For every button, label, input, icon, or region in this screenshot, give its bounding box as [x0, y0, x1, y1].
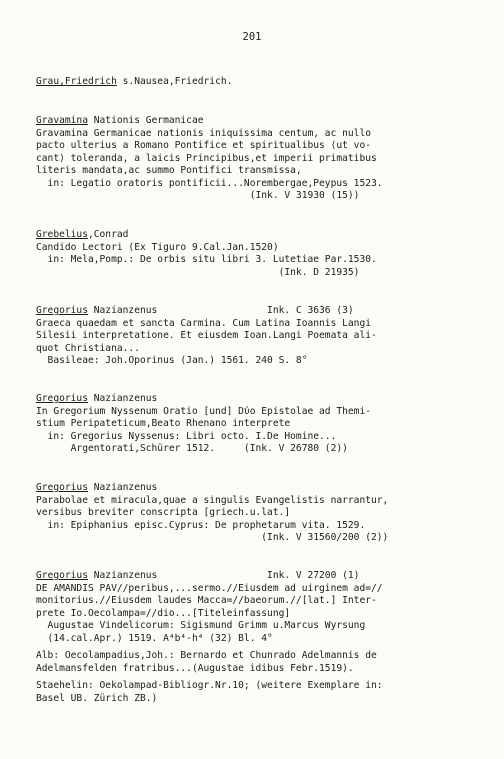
heading-name: Grebelius: [36, 229, 88, 240]
heading-name: Gregorius: [36, 305, 88, 316]
entry-line: Silesii interpretatione. Et eiusdem Ioan.Langi Poemata ali-: [36, 330, 377, 341]
heading-rest: ,Conrad: [87, 229, 129, 240]
entry-line: Basileae: Joh.Oporinus (Jan.) 1561. 240 S. 8°: [36, 355, 308, 366]
heading-name: Gregorius: [36, 393, 88, 404]
entry-heading: [36, 393, 157, 406]
entry-line: in: Gregorius Nyssenus: Libri octo. I.De Homine...: [36, 430, 337, 442]
entry-line: Adelmansfelden fratribus...(Augustae idibus Febr.1519).: [36, 662, 354, 674]
entry-heading: [36, 115, 204, 128]
entry-heading: [36, 76, 232, 89]
entry-line: pacto ulterius a Romano Pontifice et spiritualibus ⟨ut vo-: [36, 140, 372, 151]
entry-line: Candido Lectori (Ex Tiguro 9.Cal.Jan.1520): [36, 241, 279, 253]
entry-line: Argentorati,Schürer 1512. (Ink. V 26780 (2)): [36, 443, 348, 454]
entry-line: monitorius.//Eiusdem laudes Macca=//baeorum.//[lat.] Inter-: [36, 595, 377, 606]
entry-line: in: Legatio oratoris pontificii...Norembergae,Peypus 1523.: [36, 177, 383, 189]
page-number: 201: [242, 31, 262, 43]
heading-rest: Nazianzenus: [87, 393, 158, 404]
heading-rest: Nationis Germanicae: [87, 115, 204, 126]
entry-line: Augustae Vindelicorum: Sigismund Grimm u.Marcus Wyrsung: [36, 620, 366, 631]
entry-line: Basel UB. Zürich ZB.): [36, 692, 158, 704]
entry-line: Staehelin: Oekolampad-Bibliogr.Nr.10; (weitere Exemplare in:: [36, 680, 383, 691]
heading-name: Gregorius: [36, 482, 88, 493]
entry-heading: [36, 305, 354, 318]
entry-line: Gravamina Germanicae nationis iniquissima centum, ac nullo: [36, 127, 372, 139]
entry-heading: [36, 482, 157, 495]
entry-line: (Ink. V 31560/200 (2)): [36, 532, 389, 543]
heading-rest: Nazianzenus: [87, 482, 158, 493]
entry-line: Graeca quaedam et sancta Carmina. Cum Latina Ioannis Langi: [36, 317, 372, 329]
heading-rest: s.Nausea,Friedrich.: [116, 76, 233, 87]
entry-line: prete Io.Oecolampa=//dio...[Titeleinfassung]: [36, 607, 291, 619]
entry-line: DE AMANDIS PAV//peribus,...sermo.//Eiusdem ad uirginem ad=//: [36, 582, 383, 594]
entry-line: cant⟩ toleranda, a laicis Principibus,et imperii primatibus: [36, 152, 377, 164]
entry-line: versibus breviter conscripta [griech.u.lat.]: [36, 507, 291, 518]
entry-line: In Gregorium Nyssenum Oratio [und] Dύο Epistolae ad Themi-: [36, 405, 372, 417]
entry-heading: [36, 570, 359, 583]
heading-name: Gravamina: [36, 115, 88, 126]
entry-line: quot Christiana...: [36, 342, 140, 354]
heading-name: Gregorius: [36, 570, 88, 581]
entry-line: in: Mela,Pomp.: De orbis situ libri 3. Lutetiae Par.1530.: [36, 254, 377, 265]
heading-rest: Nazianzenus Ink. C 3636 (3): [87, 305, 354, 316]
entry-line: Parabolae et miracula,quae a singulis Evangelistis narrantur,: [36, 494, 389, 506]
entry-line: (Ink. D 21935): [36, 266, 360, 278]
entry-line: (14.cal.Apr.) 1519. A⁴b⁴-h⁴ (32) Bl. 4°: [36, 632, 273, 644]
entry-line: stium Peripateticum,Beato Rhenano interprete: [36, 418, 291, 429]
entry-line: Alb: Oecolampadius,Joh.: Bernardo et Chunrado Adelmannis de: [36, 650, 377, 661]
entry-line: literis mandata,ac summo Pontifici transmissa,: [36, 165, 302, 176]
entry-line: (Ink. V 31930 (15)): [36, 190, 360, 201]
heading-rest: Nazianzenus Ink. V 27200 (1): [87, 570, 360, 581]
heading-name: Grau,Friedrich: [36, 76, 117, 87]
entry-heading: [36, 229, 128, 242]
entry-line: in: Epiphanius episc.Cyprus: De prophetarum vita. 1529.: [36, 519, 366, 531]
